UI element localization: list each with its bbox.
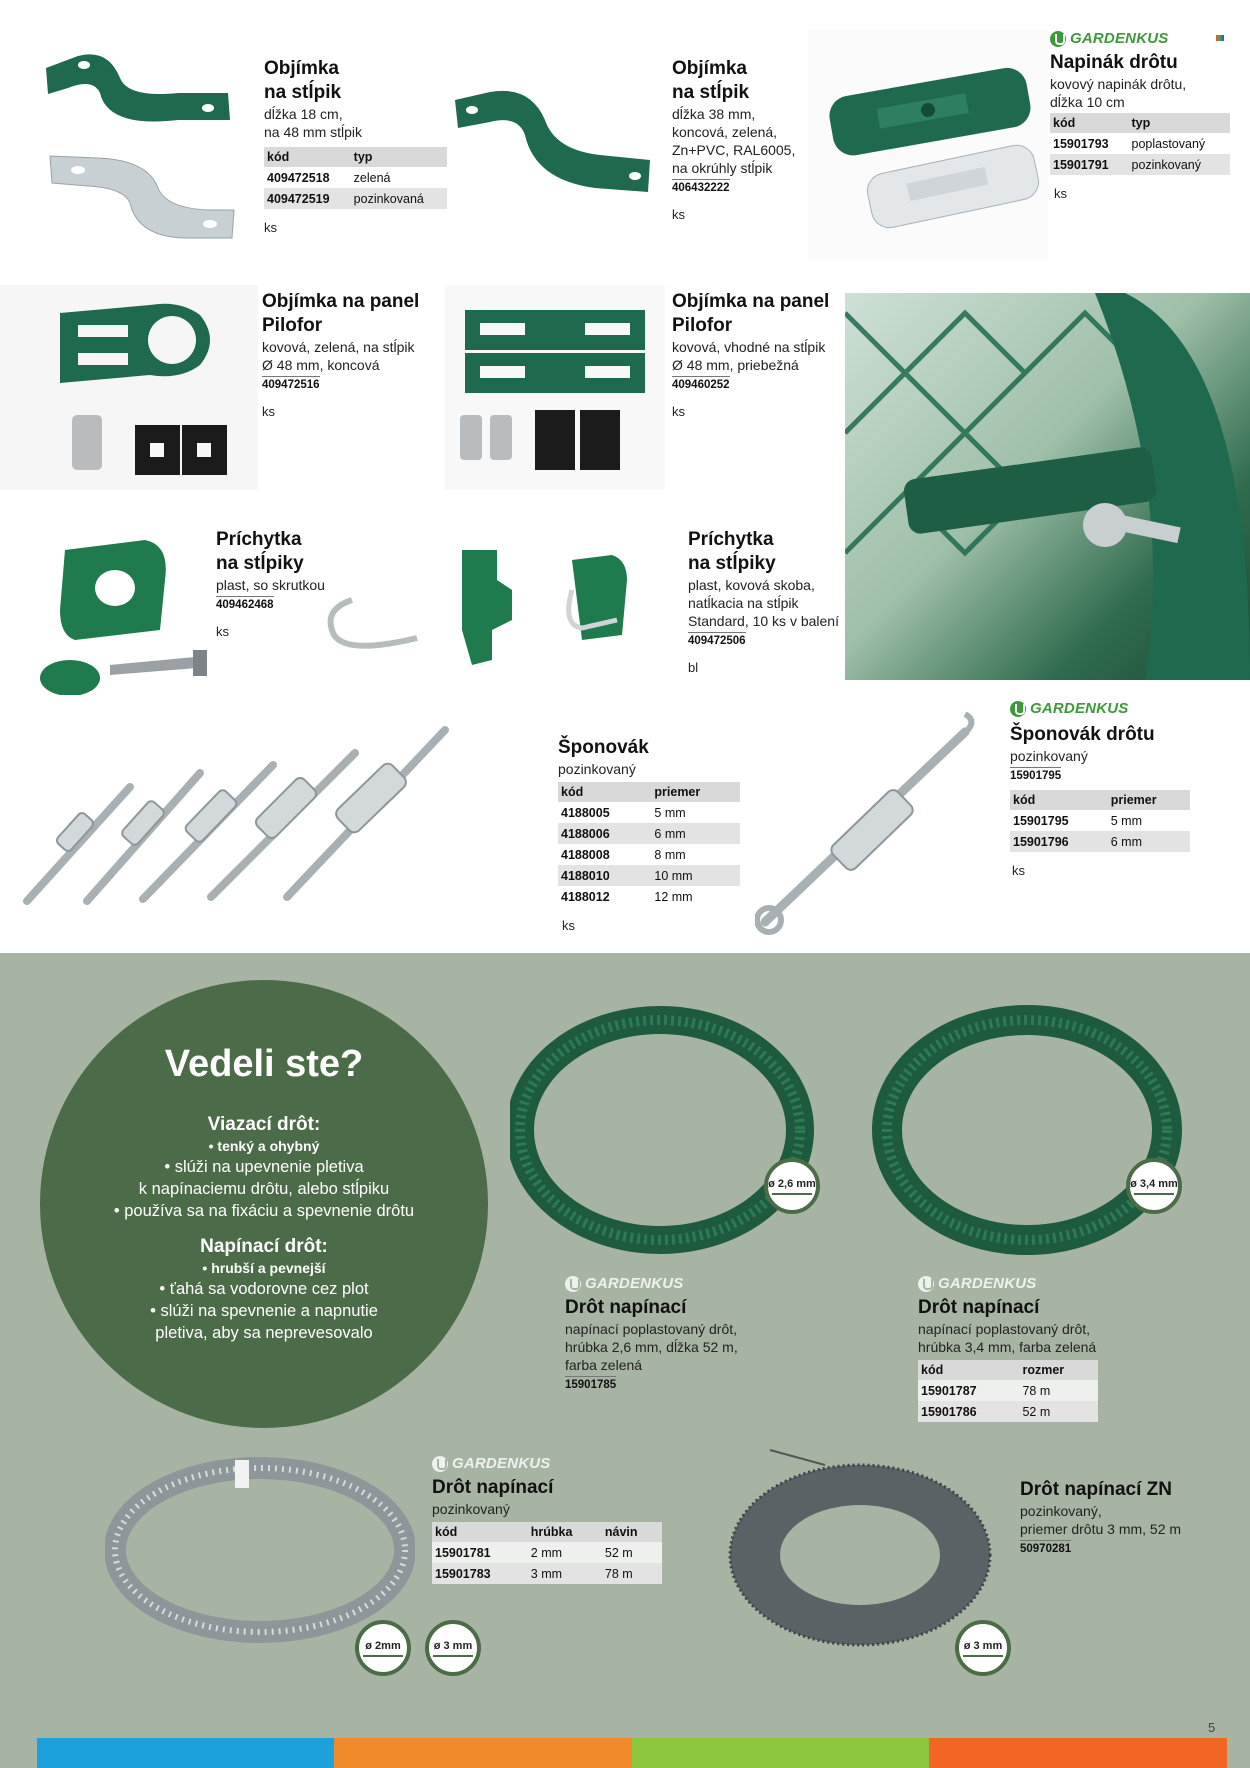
- product-code: 15901795: [1010, 767, 1061, 784]
- gardenkus-logo: [1010, 700, 1210, 717]
- diameter-badge: [1126, 1158, 1182, 1214]
- leaf-icon: [918, 1276, 934, 1292]
- table-cell: 4188005: [561, 805, 610, 820]
- product-table: [1010, 790, 1190, 852]
- unit-label: ks: [672, 404, 685, 419]
- unit-label: ks: [262, 404, 275, 419]
- green-wire-coil-thick-photo: [872, 1005, 1190, 1255]
- product-table: [264, 147, 447, 209]
- product-title: Drôt napínací ZN: [1020, 1479, 1173, 1500]
- post-clip-hook-photo: [322, 520, 682, 690]
- product-green-wire-26: [565, 1275, 795, 1393]
- footer-bar-blue: [37, 1738, 334, 1768]
- product-description: kovový napinák drôtu, dĺžka 10 cm: [1050, 76, 1187, 110]
- unit-label: bl: [688, 660, 699, 675]
- table-cell: 6 mm: [651, 823, 740, 844]
- product-code: 409472516: [262, 376, 320, 393]
- product-table: [918, 1360, 1098, 1422]
- info-line: • slúži na upevnenie pletiva k napínaciemu drôtu, alebo stĺpiku: [138, 1158, 390, 1198]
- double-arrow-icon: [433, 1655, 473, 1657]
- col-header: typ: [1129, 113, 1231, 133]
- badge-label: ø 3,4 mm: [1130, 1177, 1178, 1190]
- col-header: priemer: [651, 782, 740, 802]
- unit-label: ks: [264, 220, 277, 235]
- product-title: Drôt napínací: [432, 1477, 554, 1498]
- product-title: Objímka na panel Pilofor: [262, 291, 420, 336]
- product-title: Napinák drôtu: [1050, 52, 1178, 73]
- gardenkus-logo: [432, 1455, 672, 1472]
- col-header: kód: [918, 1360, 1019, 1380]
- product-description: pozinkovaný: [1010, 748, 1088, 764]
- double-arrow-icon: [772, 1193, 812, 1195]
- double-arrow-icon: [1134, 1193, 1174, 1195]
- leaf-icon: [1010, 701, 1026, 717]
- footer-bar-red: [929, 1738, 1227, 1768]
- table-cell: 12 mm: [654, 889, 693, 904]
- product-description: plast, kovová skoba, natĺkacia na stĺpik Standard, 10 ks v balení: [688, 577, 839, 629]
- brand-name: GARDENKUS: [1070, 30, 1169, 47]
- page-number: 5: [1208, 1720, 1216, 1735]
- product-table: [1050, 113, 1230, 175]
- col-header: návin: [602, 1522, 662, 1542]
- table-cell: 15901791: [1050, 154, 1129, 175]
- wire-turnbuckle-photo: [755, 712, 985, 947]
- product-galvanized-wire: [432, 1455, 672, 1584]
- col-header: kód: [432, 1522, 528, 1542]
- product-code: 50970281: [1020, 1540, 1071, 1557]
- col-header: kód: [1050, 113, 1129, 133]
- pilofor-through-clamp-photo: [445, 285, 665, 490]
- leaf-icon: [432, 1456, 448, 1472]
- product-turnbuckle: [558, 736, 758, 935]
- col-header: rozmer: [1019, 1360, 1098, 1380]
- product-title: Príchytka na stĺpiky: [216, 529, 304, 574]
- product-title: Príchytka na stĺpiky: [688, 529, 776, 574]
- table-cell: poplastovaný: [1131, 136, 1206, 151]
- badge-label: ø 2mm: [365, 1639, 401, 1652]
- col-header: kód: [264, 147, 351, 167]
- col-header: hrúbka: [528, 1522, 602, 1542]
- unit-label: ks: [562, 918, 575, 933]
- table-cell: 15901796: [1010, 831, 1108, 852]
- leaf-icon: [1050, 31, 1066, 47]
- product-description: pozinkovaný, priemer drôtu 3 mm, 52 m: [1020, 1503, 1182, 1537]
- pilofor-end-clamp-photo: [0, 285, 258, 490]
- table-cell: 15901787: [921, 1383, 977, 1398]
- table-cell: 409472518: [267, 170, 330, 185]
- product-title: Objímka na stĺpik: [264, 58, 342, 103]
- info-heading: Vedeli ste?: [164, 1043, 364, 1085]
- table-cell: 78 m: [1022, 1383, 1051, 1398]
- gardenkus-logo: [1050, 30, 1240, 47]
- product-description: dĺžka 18 cm, na 48 mm stĺpik: [264, 106, 363, 140]
- table-cell: 4188010: [558, 865, 651, 886]
- gardenkus-logo: [918, 1275, 1168, 1292]
- post-clip-screw-photo: [35, 520, 225, 695]
- table-cell: 409472519: [264, 188, 351, 209]
- product-title: Drôt napínací: [918, 1297, 1040, 1318]
- product-post-clip-hook: [688, 528, 848, 677]
- table-cell: 52 m: [1019, 1401, 1098, 1422]
- info-line: • používa sa na fixáciu a spevnenie drôtu: [113, 1202, 415, 1220]
- info-section1-title: Viazací drôt:: [207, 1114, 321, 1135]
- product-description: napínací poplastovaný drôt, hrúbka 2,6 mm, dĺžka 52 m, farba zelená: [565, 1321, 738, 1373]
- double-arrow-icon: [963, 1655, 1003, 1657]
- leaf-icon: [565, 1276, 581, 1292]
- table-cell: 78 m: [602, 1563, 662, 1584]
- diameter-badge: [425, 1620, 481, 1676]
- brand-name: GARDENKUS: [938, 1275, 1037, 1292]
- product-pilofor-through: [672, 290, 852, 421]
- wire-tensioner-photo: [808, 30, 1048, 260]
- product-title: Objímka na stĺpik: [672, 58, 750, 103]
- brand-name: GARDENKUS: [452, 1455, 551, 1472]
- product-description: dĺžka 38 mm, koncová, zelená, Zn+PVC, RAL6005, na okrúhly stĺpik: [672, 106, 796, 176]
- product-title: Drôt napínací: [565, 1297, 687, 1318]
- product-table: [432, 1522, 662, 1584]
- table-cell: 10 mm: [651, 865, 740, 886]
- table-cell: 6 mm: [1108, 831, 1190, 852]
- product-wire-tensioner: [1050, 30, 1240, 203]
- product-description: kovová, zelená, na stĺpik Ø 48 mm, koncová: [262, 339, 415, 373]
- product-code: 409462468: [216, 596, 274, 613]
- unit-label: ks: [672, 207, 685, 222]
- diameter-badge: [764, 1158, 820, 1214]
- info-line: • tenký a ohybný: [208, 1138, 320, 1154]
- table-cell: 15901783: [432, 1563, 528, 1584]
- badge-label: ø 2,6 mm: [768, 1177, 816, 1190]
- product-description: plast, so skrutkou: [216, 577, 325, 593]
- product-title: Šponovák: [558, 737, 649, 758]
- table-cell: 5 mm: [654, 805, 686, 820]
- footer-bar-orange: [334, 1738, 632, 1768]
- product-code: 406432222: [672, 179, 730, 196]
- info-line: • hrubší a pevnejší: [202, 1260, 326, 1276]
- footer-bar-green: [632, 1738, 929, 1768]
- unit-label: ks: [1012, 863, 1025, 878]
- info-line: • ťahá sa vodorovne cez plot: [159, 1280, 369, 1298]
- table-cell: 15901786: [918, 1401, 1019, 1422]
- product-wire-turnbuckle: [1010, 700, 1210, 880]
- product-pilofor-end: [262, 290, 452, 421]
- product-code: 409472506: [688, 632, 746, 649]
- diameter-badge: [955, 1620, 1011, 1676]
- did-you-know-circle: [40, 980, 488, 1428]
- product-code: 409460252: [672, 376, 730, 393]
- product-description: napínací poplastovaný drôt, hrúbka 3,4 mm, farba zelená: [918, 1321, 1097, 1355]
- table-cell: 4188008: [561, 847, 610, 862]
- info-line: • slúži na spevnenie a napnutie pletiva, aby sa neprevesovalo: [150, 1302, 378, 1342]
- badge-label: ø 3 mm: [963, 1639, 1003, 1652]
- product-description: pozinkovaný: [432, 1501, 510, 1517]
- table-cell: 4188012: [561, 889, 610, 904]
- product-table: [558, 782, 740, 907]
- table-cell: pozinkovaná: [351, 188, 447, 209]
- unit-label: ks: [216, 624, 229, 639]
- product-zn-wire: [1020, 1478, 1240, 1557]
- brand-name: GARDENKUS: [1030, 700, 1129, 717]
- product-green-wire-34: [918, 1275, 1168, 1422]
- turnbuckles-photo: [15, 705, 525, 920]
- table-cell: 3 mm: [528, 1563, 602, 1584]
- clamp-38mm-photo: [450, 80, 660, 220]
- table-cell: 15901793: [1053, 136, 1109, 151]
- table-cell: pozinkovaný: [1129, 154, 1231, 175]
- product-clamp-38mm: [672, 57, 822, 224]
- green-wire-coil-photo: [510, 1005, 820, 1255]
- table-cell: 15901795: [1013, 813, 1069, 828]
- col-header: typ: [351, 147, 447, 167]
- table-cell: 52 m: [604, 1545, 633, 1560]
- badge-label: ø 3 mm: [433, 1639, 473, 1652]
- fence-mesh-photo: [845, 293, 1250, 680]
- table-cell: 2 mm: [530, 1545, 563, 1560]
- table-cell: 15901781: [435, 1545, 491, 1560]
- product-title: Šponovák drôtu: [1010, 724, 1155, 745]
- product-title: Objímka na panel Pilofor: [672, 291, 830, 336]
- col-header: priemer: [1108, 790, 1190, 810]
- gardenkus-logo: [565, 1275, 795, 1292]
- table-cell: 4188006: [558, 823, 651, 844]
- diameter-badge: [355, 1620, 411, 1676]
- product-clamp-18cm: [264, 57, 454, 237]
- col-header: kód: [1010, 790, 1108, 810]
- info-section2-title: Napínací drôt:: [200, 1236, 328, 1257]
- product-code: 15901785: [565, 1376, 616, 1393]
- table-cell: zelená: [353, 170, 391, 185]
- galvanized-wire-coil-photo: [105, 1455, 415, 1645]
- double-arrow-icon: [363, 1655, 403, 1657]
- corner-mark: [1216, 35, 1224, 41]
- product-description: kovová, vhodné na stĺpik Ø 48 mm, priebežná: [672, 339, 826, 373]
- zn-wire-coil-photo: [715, 1445, 1005, 1660]
- table-cell: 8 mm: [654, 847, 686, 862]
- col-header: kód: [558, 782, 651, 802]
- unit-label: ks: [1054, 186, 1067, 201]
- brand-name: GARDENKUS: [585, 1275, 684, 1292]
- product-description: pozinkovaný: [558, 761, 636, 777]
- table-cell: 5 mm: [1110, 813, 1142, 828]
- clamp-18cm-photo: [38, 38, 246, 248]
